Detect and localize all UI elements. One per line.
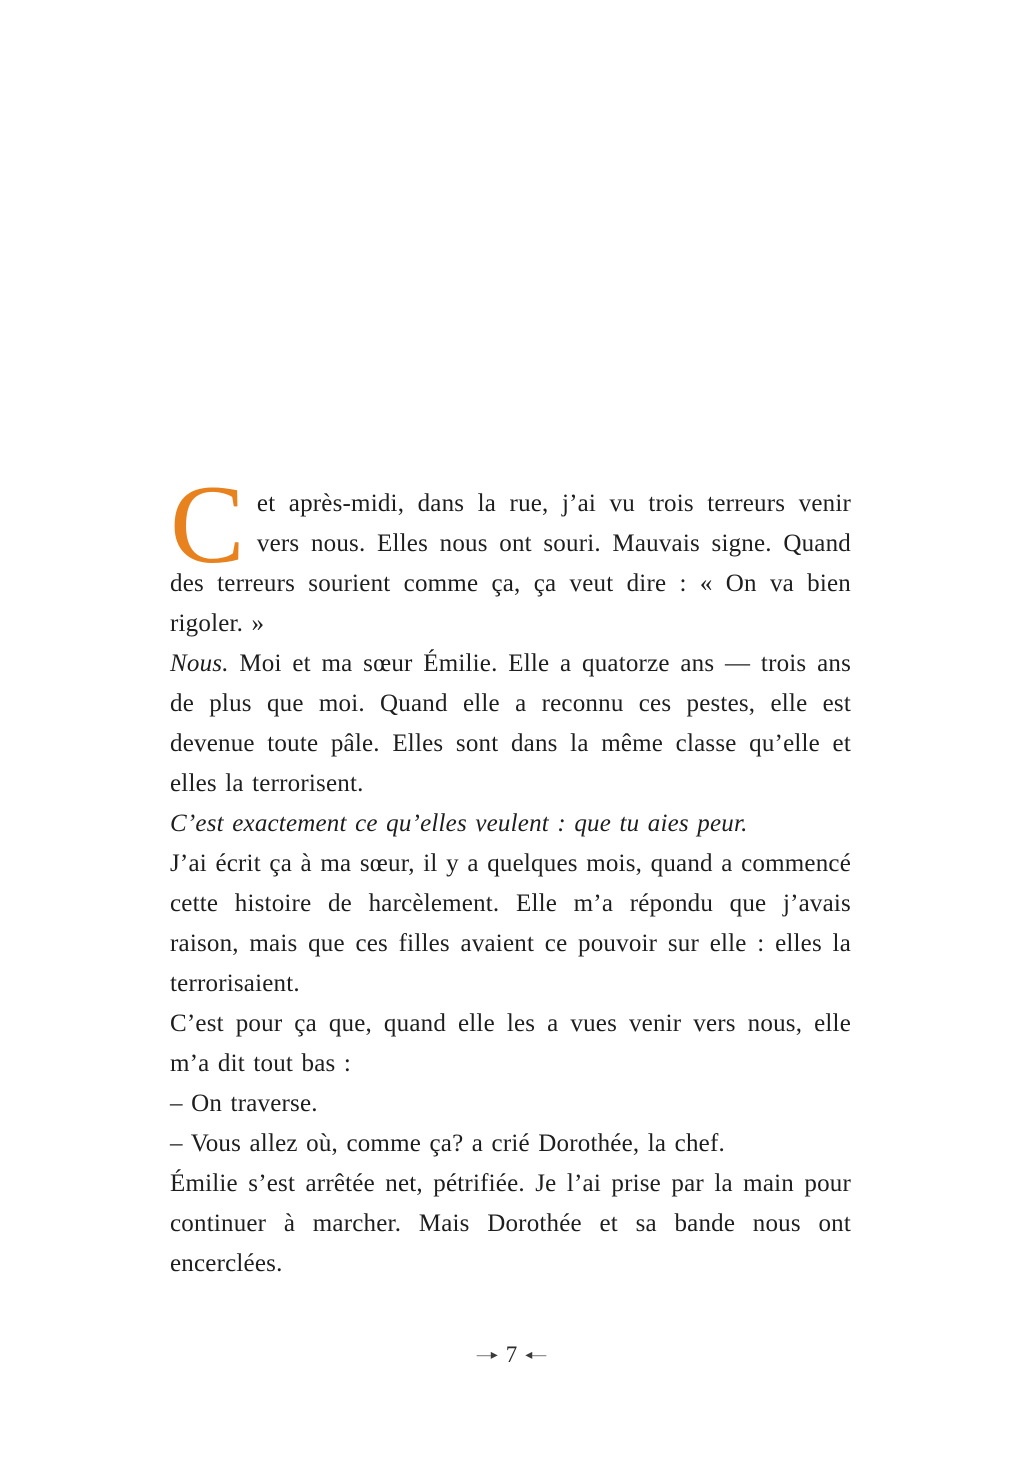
text-block — [170, 463, 851, 1284]
paragraph-dialogue: – On traverse. — [170, 1090, 318, 1117]
paragraph: J’ai écrit ça à ma sœur, il y a quelques mois, quand a commencé cette histoire de harcèlement. Elle m’a répondu que j’avais raison, mais que ces filles avaient ce pouvoir sur elle : elles la terrorisaient. — [170, 850, 851, 997]
paragraph-text: et après-midi, dans la rue, j’ai vu trois terreurs venir vers nous. Elles nous ont souri. Mauvais signe. Quand des terreurs sourient comme ça, ça veut dire : « On va bien rigoler. » — [170, 490, 851, 637]
paragraph-italic: C’est exactement ce qu’elles veulent : que tu aies peur. — [170, 810, 748, 837]
paragraph-text: Moi et ma sœur Émilie. Elle a quatorze ans — trois ans de plus que moi. Quand elle a reconnu ces pestes, elle est devenue toute pâle. Elles sont dans la même classe qu’elle et elles la terrorisent. — [170, 650, 851, 797]
paragraph-dialogue: – Vous allez où, comme ça? a crié Dorothée, la chef. — [170, 1130, 725, 1157]
dropcap-letter: C — [170, 463, 245, 587]
page-footer — [0, 1342, 1023, 1368]
paragraph-opening — [170, 463, 851, 644]
footer-ornament-right-icon: ◂— — [525, 1348, 547, 1363]
paragraph: C’est pour ça que, quand elle les a vues venir vers nous, elle m’a dit tout bas : — [170, 1010, 851, 1077]
paragraph: Émilie s’est arrêtée net, pétrifiée. Je l’ai prise par la main pour continuer à marcher. Mais Dorothée et sa bande nous ont encerclées. — [170, 1170, 851, 1277]
paragraph — [170, 644, 851, 804]
paragraph-lead-italic: Nous. — [170, 650, 229, 677]
page-number: 7 — [505, 1342, 518, 1367]
footer-ornament-left-icon: —▸ — [476, 1348, 498, 1363]
